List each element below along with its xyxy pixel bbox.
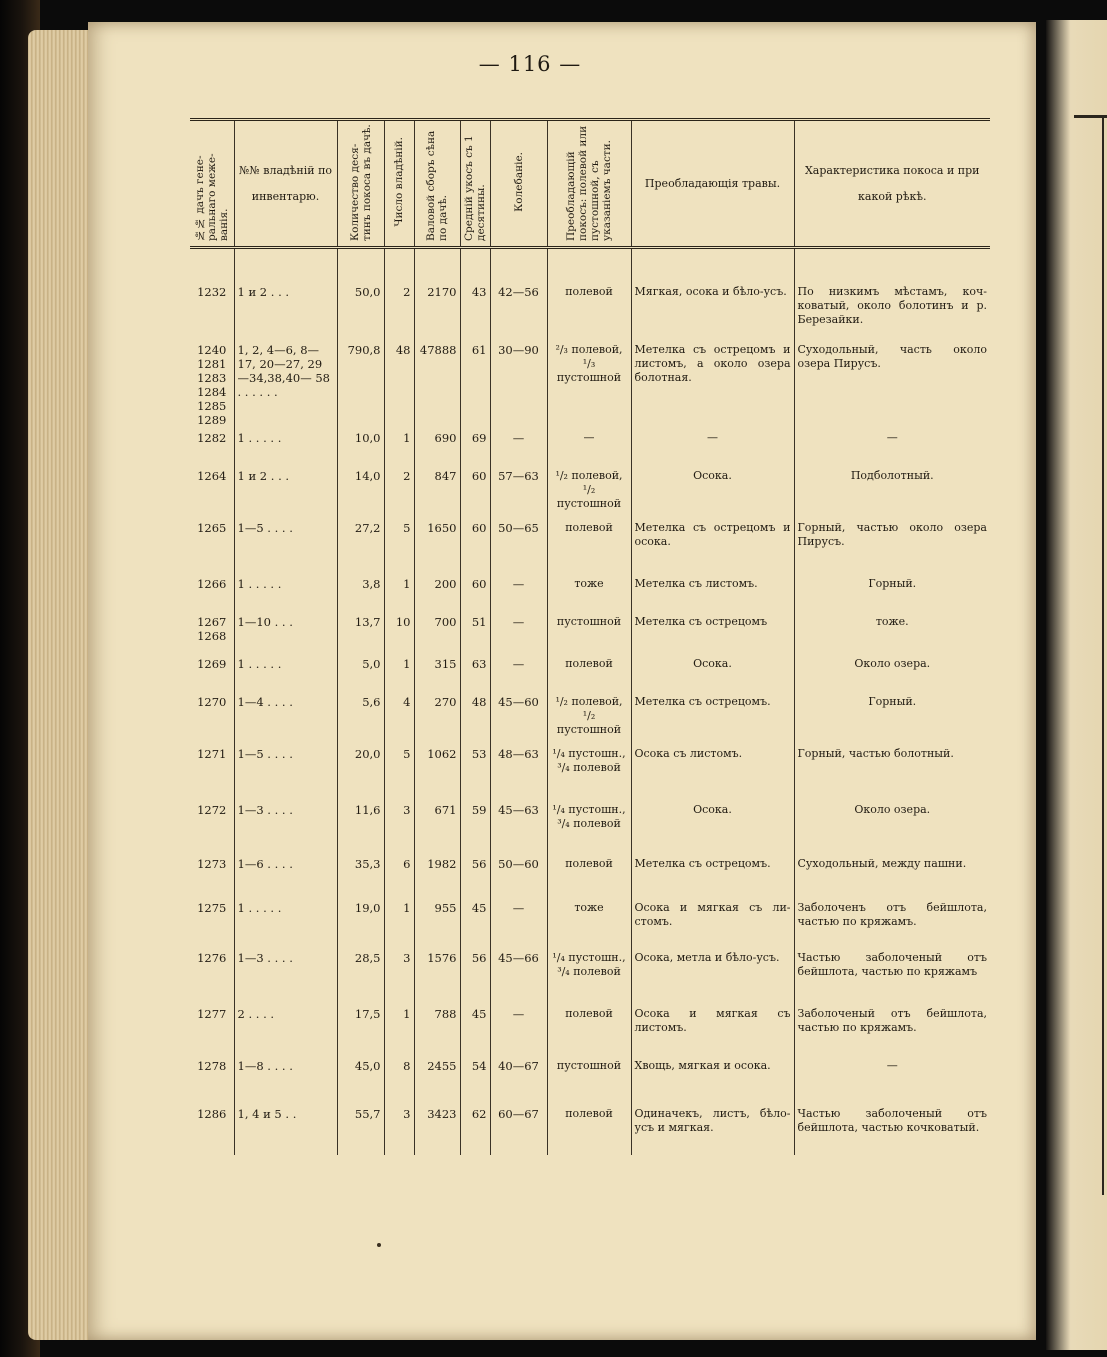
cell-kolebanie: 42—56 bbox=[490, 283, 547, 341]
cell-desyatin: 14,0 bbox=[337, 467, 384, 519]
cell-dacha: 1269 bbox=[197, 657, 227, 671]
table-row bbox=[190, 949, 990, 1005]
cell-ukos: 54 bbox=[460, 1057, 490, 1105]
cell-harakter: Подболотный. bbox=[794, 467, 990, 519]
cell-dacha: 1277 bbox=[197, 1007, 227, 1021]
cell-harakter: Горный. bbox=[794, 693, 990, 745]
cell-dacha: 1276 bbox=[197, 951, 227, 965]
cell-vladenia: 1, 4 и 5 . . bbox=[234, 1105, 337, 1155]
cell-desyatin: 19,0 bbox=[337, 899, 384, 949]
cell-desyatin: 10,0 bbox=[337, 429, 384, 467]
cell-sbor: 315 bbox=[414, 655, 460, 693]
cell-chislo: 3 bbox=[384, 949, 414, 1005]
cell-dacha: 1273 bbox=[197, 857, 227, 871]
cell-harakter: По низкимъ мѣстамъ, коч-коватый, около болотинъ и р. Березайки. bbox=[794, 283, 990, 341]
cell-desyatin: 27,2 bbox=[337, 519, 384, 575]
cell-harakter: Горный, частью болотный. bbox=[794, 745, 990, 801]
cell-travy: Осока и мягкая съ листомъ. bbox=[631, 1005, 794, 1057]
cell-dacha: 1275 bbox=[197, 901, 227, 915]
cell-kolebanie: 50—65 bbox=[490, 519, 547, 575]
table-row bbox=[190, 467, 990, 519]
cell-travy: Метелка съ острецомъ. bbox=[631, 855, 794, 899]
table-row bbox=[190, 283, 990, 341]
header-vladenia: №№ владѣній по инвентарю. bbox=[234, 120, 337, 248]
cell-harakter: Суходольный, часть около озера Пирусъ. bbox=[794, 341, 990, 429]
cell-pokos: полевой bbox=[547, 1005, 631, 1057]
cell-ukos: 60 bbox=[460, 467, 490, 519]
header-chislo: Число владѣній. bbox=[384, 120, 414, 248]
cell-sbor: 47888 bbox=[414, 341, 460, 429]
cell-desyatin: 13,7 bbox=[337, 613, 384, 655]
cell-dacha: 1270 bbox=[197, 695, 227, 709]
cell-pokos: полевой bbox=[547, 1105, 631, 1155]
cell-travy: Одиначекъ, листъ, бѣло-усъ и мягкая. bbox=[631, 1105, 794, 1155]
table-row bbox=[190, 855, 990, 899]
cell-travy: Мягкая, осока и бѣло-усъ. bbox=[631, 283, 794, 341]
cell-pokos: ²/₃ полевой, ¹/₃ пустошной bbox=[547, 341, 631, 429]
cell-sbor: 1650 bbox=[414, 519, 460, 575]
cell-harakter: Заболоченъ отъ бейшлота, частью по кряжамъ. bbox=[794, 899, 990, 949]
cell-ukos: 60 bbox=[460, 519, 490, 575]
cell-harakter: Горный. bbox=[794, 575, 990, 613]
cell-sbor: 690 bbox=[414, 429, 460, 467]
cell-harakter: Частью заболоченый отъ бейшлота, частью по кряжамъ bbox=[794, 949, 990, 1005]
cell-travy: Метелка съ острецомъ. bbox=[631, 693, 794, 745]
table-row bbox=[190, 1057, 990, 1105]
cell-kolebanie: — bbox=[490, 575, 547, 613]
cell-harakter: Частью заболоченый отъ бейшлота, частью кочковатый. bbox=[794, 1105, 990, 1155]
cell-vladenia: 1—10 . . . bbox=[234, 613, 337, 655]
page-number: — 116 — bbox=[478, 52, 582, 76]
cell-vladenia: 1—3 . . . . bbox=[234, 949, 337, 1005]
cell-sbor: 3423 bbox=[414, 1105, 460, 1155]
cell-dacha: 1286 bbox=[197, 1107, 227, 1121]
cell-pokos: полевой bbox=[547, 283, 631, 341]
cell-travy: Метелка съ острецомъ bbox=[631, 613, 794, 655]
cell-dacha: 1265 bbox=[197, 521, 227, 535]
cell-travy: Метелка съ острецомъ и листомъ, а около озера болотная. bbox=[631, 341, 794, 429]
cell-ukos: 69 bbox=[460, 429, 490, 467]
cell-chislo: 3 bbox=[384, 1105, 414, 1155]
cell-sbor: 847 bbox=[414, 467, 460, 519]
cell-travy: Осока. bbox=[631, 467, 794, 519]
cell-vladenia: 1—5 . . . . bbox=[234, 745, 337, 801]
cell-sbor: 1576 bbox=[414, 949, 460, 1005]
cell-dacha: 1272 bbox=[197, 803, 227, 817]
cell-desyatin: 5,0 bbox=[337, 655, 384, 693]
cell-kolebanie: 40—67 bbox=[490, 1057, 547, 1105]
cell-sbor: 1062 bbox=[414, 745, 460, 801]
cell-travy: Метелка съ острецомъ и осока. bbox=[631, 519, 794, 575]
cell-sbor: 270 bbox=[414, 693, 460, 745]
cell-chislo: 48 bbox=[384, 341, 414, 429]
cell-dacha: 1232 bbox=[197, 285, 227, 299]
cell-travy: — bbox=[631, 429, 794, 467]
cell-ukos: 61 bbox=[460, 341, 490, 429]
cell-desyatin: 20,0 bbox=[337, 745, 384, 801]
cell-desyatin: 11,6 bbox=[337, 801, 384, 855]
cell-dacha: 1240 1281 1283 1284 1285 1289 bbox=[197, 343, 227, 427]
cell-desyatin: 790,8 bbox=[337, 341, 384, 429]
cell-pokos: пустошной bbox=[547, 1057, 631, 1105]
table-row bbox=[190, 801, 990, 855]
cell-pokos: полевой bbox=[547, 855, 631, 899]
cell-harakter: — bbox=[794, 1057, 990, 1105]
cell-vladenia: 1—5 . . . . bbox=[234, 519, 337, 575]
table-row bbox=[190, 575, 990, 613]
cell-dacha: 1278 bbox=[197, 1059, 227, 1073]
cell-pokos: тоже bbox=[547, 899, 631, 949]
cell-vladenia: 1 . . . . . bbox=[234, 429, 337, 467]
cell-desyatin: 17,5 bbox=[337, 1005, 384, 1057]
cell-ukos: 56 bbox=[460, 855, 490, 899]
cell-ukos: 53 bbox=[460, 745, 490, 801]
table-row bbox=[190, 745, 990, 801]
cell-vladenia: 1—8 . . . . bbox=[234, 1057, 337, 1105]
cell-sbor: 955 bbox=[414, 899, 460, 949]
cell-sbor: 788 bbox=[414, 1005, 460, 1057]
cell-kolebanie: — bbox=[490, 655, 547, 693]
table-row bbox=[190, 519, 990, 575]
table-row bbox=[190, 341, 990, 429]
cell-vladenia: 1, 2, 4—6, 8—17, 20—27, 29—34,38,40— 58 . . . . . . bbox=[234, 341, 337, 429]
cell-chislo: 5 bbox=[384, 519, 414, 575]
table-row bbox=[190, 613, 990, 655]
cell-dacha: 1266 bbox=[197, 577, 227, 591]
header-dacha: №№ дачъ гене-ральнаго меже-ванія. bbox=[190, 120, 234, 248]
cell-pokos: ¹/₄ пустошн., ³/₄ полевой bbox=[547, 745, 631, 801]
header-pokos: Преобладающій покосъ: полевой или пустошной, съ указаніемъ части. bbox=[547, 120, 631, 248]
cell-sbor: 2170 bbox=[414, 283, 460, 341]
cell-desyatin: 50,0 bbox=[337, 283, 384, 341]
cell-ukos: 60 bbox=[460, 575, 490, 613]
header-desyatin: Количество деся-тинъ покоса въ дачѣ. bbox=[337, 120, 384, 248]
table-spacer-row bbox=[190, 248, 990, 284]
header-travy: Преобладающія травы. bbox=[631, 120, 794, 248]
cell-chislo: 4 bbox=[384, 693, 414, 745]
cell-travy: Осока. bbox=[631, 801, 794, 855]
table-row bbox=[190, 655, 990, 693]
cell-travy: Осока. bbox=[631, 655, 794, 693]
cell-pokos: ¹/₂ полевой, ¹/₂ пустошной bbox=[547, 693, 631, 745]
cell-chislo: 1 bbox=[384, 1005, 414, 1057]
cell-travy: Осока, метла и бѣло-усъ. bbox=[631, 949, 794, 1005]
table-row bbox=[190, 693, 990, 745]
cell-chislo: 1 bbox=[384, 655, 414, 693]
cell-desyatin: 55,7 bbox=[337, 1105, 384, 1155]
cell-kolebanie: 45—63 bbox=[490, 801, 547, 855]
header-sbor: Валовой сборъ сѣна по дачѣ. bbox=[414, 120, 460, 248]
cell-pokos: ¹/₄ пустошн., ³/₄ полевой bbox=[547, 801, 631, 855]
header-ukos: Средній укосъ съ 1 десятины. bbox=[460, 120, 490, 248]
cell-kolebanie: — bbox=[490, 613, 547, 655]
cell-travy: Хвощь, мягкая и осока. bbox=[631, 1057, 794, 1105]
cell-vladenia: 1—6 . . . . bbox=[234, 855, 337, 899]
cell-vladenia: 1 и 2 . . . bbox=[234, 283, 337, 341]
cell-chislo: 8 bbox=[384, 1057, 414, 1105]
cell-dacha: 1264 bbox=[197, 469, 227, 483]
cell-dacha: 1267 1268 bbox=[197, 615, 227, 643]
cell-harakter: Заболоченый отъ бейшлота, частью по кряжамъ. bbox=[794, 1005, 990, 1057]
cell-kolebanie: 50—60 bbox=[490, 855, 547, 899]
cell-chislo: 2 bbox=[384, 283, 414, 341]
cell-kolebanie: 60—67 bbox=[490, 1105, 547, 1155]
cell-vladenia: 2 . . . . bbox=[234, 1005, 337, 1057]
cell-harakter: — bbox=[794, 429, 990, 467]
cell-kolebanie: 45—66 bbox=[490, 949, 547, 1005]
cell-vladenia: 1—3 . . . . bbox=[234, 801, 337, 855]
cell-travy: Осока съ листомъ. bbox=[631, 745, 794, 801]
ink-speck bbox=[377, 1243, 381, 1247]
cell-dacha: 1282 bbox=[197, 431, 227, 445]
cell-pokos: — bbox=[547, 429, 631, 467]
cell-sbor: 200 bbox=[414, 575, 460, 613]
cell-desyatin: 5,6 bbox=[337, 693, 384, 745]
cell-chislo: 3 bbox=[384, 801, 414, 855]
cell-travy: Метелка съ листомъ. bbox=[631, 575, 794, 613]
cell-chislo: 10 bbox=[384, 613, 414, 655]
cell-travy: Осока и мягкая съ ли-стомъ. bbox=[631, 899, 794, 949]
table-row bbox=[190, 1005, 990, 1057]
table-header-row bbox=[190, 120, 990, 248]
cell-dacha: 1271 bbox=[197, 747, 227, 761]
cell-chislo: 1 bbox=[384, 899, 414, 949]
cell-ukos: 59 bbox=[460, 801, 490, 855]
cell-desyatin: 35,3 bbox=[337, 855, 384, 899]
cell-sbor: 2455 bbox=[414, 1057, 460, 1105]
cell-harakter: Горный, частью около озера Пирусъ. bbox=[794, 519, 990, 575]
table-row bbox=[190, 429, 990, 467]
table-row bbox=[190, 899, 990, 949]
cell-chislo: 1 bbox=[384, 575, 414, 613]
cell-kolebanie: 30—90 bbox=[490, 341, 547, 429]
cell-sbor: 671 bbox=[414, 801, 460, 855]
cell-vladenia: 1 . . . . . bbox=[234, 575, 337, 613]
cell-sbor: 700 bbox=[414, 613, 460, 655]
cell-kolebanie: — bbox=[490, 429, 547, 467]
cell-vladenia: 1—4 . . . . bbox=[234, 693, 337, 745]
cell-desyatin: 28,5 bbox=[337, 949, 384, 1005]
cell-vladenia: 1 . . . . . bbox=[234, 899, 337, 949]
cell-ukos: 63 bbox=[460, 655, 490, 693]
facing-page-column-rule bbox=[1102, 115, 1104, 1195]
header-harakter: Характеристика покоса и при какой рѣкѣ. bbox=[794, 120, 990, 248]
cell-pokos: ¹/₄ пустошн., ³/₄ полевой bbox=[547, 949, 631, 1005]
cell-kolebanie: 57—63 bbox=[490, 467, 547, 519]
header-kolebanie: Колебаніе. bbox=[490, 120, 547, 248]
cell-kolebanie: 48—63 bbox=[490, 745, 547, 801]
cell-desyatin: 3,8 bbox=[337, 575, 384, 613]
facing-page-edge bbox=[1046, 20, 1107, 1350]
table-body bbox=[190, 248, 990, 1156]
cell-ukos: 45 bbox=[460, 1005, 490, 1057]
cell-sbor: 1982 bbox=[414, 855, 460, 899]
cell-harakter: Около озера. bbox=[794, 801, 990, 855]
cell-chislo: 1 bbox=[384, 429, 414, 467]
cell-pokos: тоже bbox=[547, 575, 631, 613]
cell-kolebanie: — bbox=[490, 899, 547, 949]
hay-register-table bbox=[190, 118, 990, 1155]
cell-vladenia: 1 и 2 . . . bbox=[234, 467, 337, 519]
cell-pokos: пустошной bbox=[547, 613, 631, 655]
cell-harakter: Около озера. bbox=[794, 655, 990, 693]
cell-pokos: полевой bbox=[547, 655, 631, 693]
cell-pokos: ¹/₂ полевой, ¹/₂ пустошной bbox=[547, 467, 631, 519]
table-row bbox=[190, 1105, 990, 1155]
cell-ukos: 45 bbox=[460, 899, 490, 949]
cell-ukos: 56 bbox=[460, 949, 490, 1005]
cell-ukos: 62 bbox=[460, 1105, 490, 1155]
cell-harakter: тоже. bbox=[794, 613, 990, 655]
cell-kolebanie: 45—60 bbox=[490, 693, 547, 745]
cell-chislo: 2 bbox=[384, 467, 414, 519]
cell-harakter: Суходольный, между пашни. bbox=[794, 855, 990, 899]
cell-pokos: полевой bbox=[547, 519, 631, 575]
cell-ukos: 48 bbox=[460, 693, 490, 745]
cell-kolebanie: — bbox=[490, 1005, 547, 1057]
cell-desyatin: 45,0 bbox=[337, 1057, 384, 1105]
cell-chislo: 5 bbox=[384, 745, 414, 801]
cell-ukos: 43 bbox=[460, 283, 490, 341]
cell-chislo: 6 bbox=[384, 855, 414, 899]
cell-ukos: 51 bbox=[460, 613, 490, 655]
cell-vladenia: 1 . . . . . bbox=[234, 655, 337, 693]
